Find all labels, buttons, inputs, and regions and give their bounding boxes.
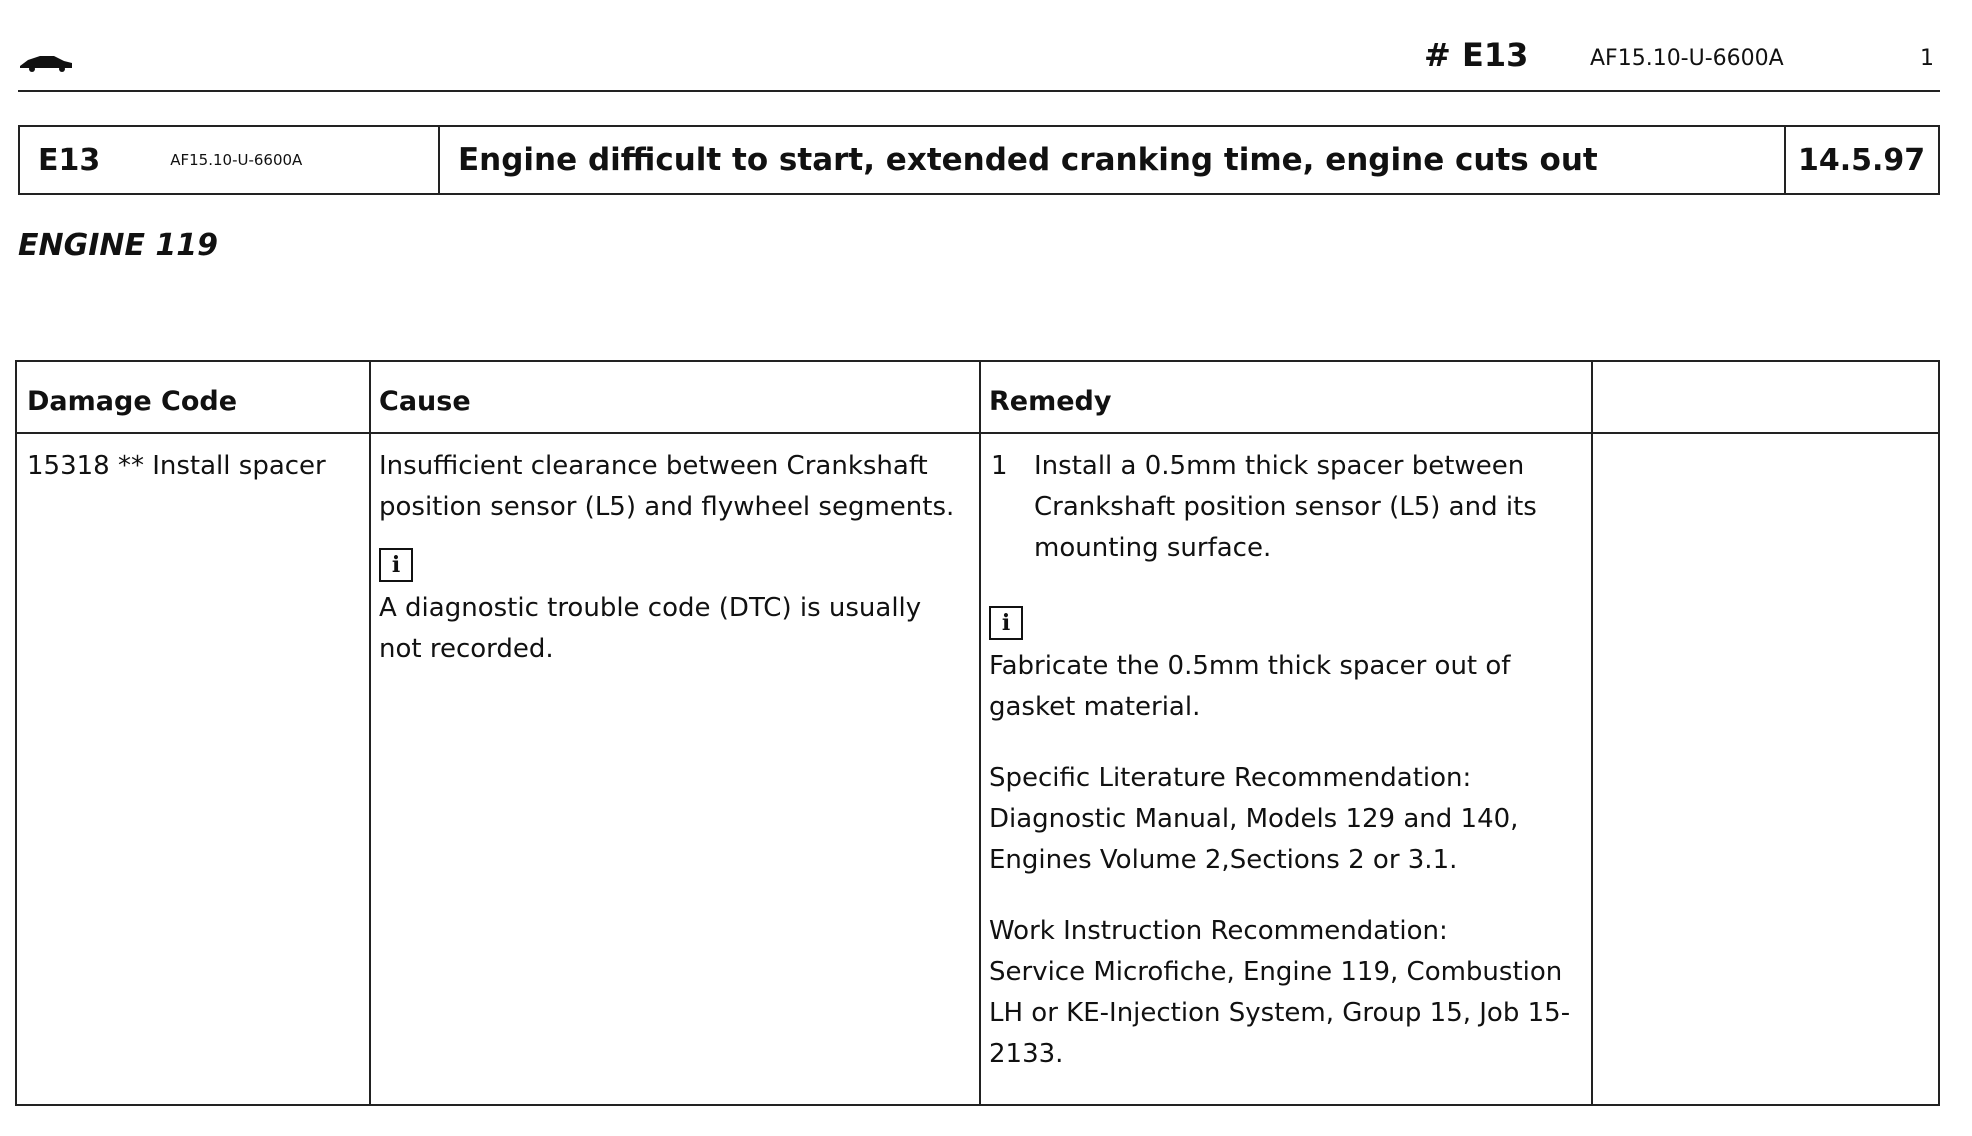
page-number: 1 bbox=[1920, 46, 1934, 71]
title-bar-reference: AF15.10-U-6600A bbox=[170, 151, 303, 169]
literature-text: Diagnostic Manual, Models 129 and 140, Engines Volume 2,Sections 2 or 3.1. bbox=[989, 804, 1519, 875]
title-bar-code-cell bbox=[20, 127, 440, 193]
remedy-step-text: Install a 0.5mm thick spacer between Crankshaft position sensor (L5) and its mounting surface. bbox=[1034, 451, 1537, 563]
header-reference: AF15.10-U-6600A bbox=[1590, 46, 1784, 71]
info-icon: i bbox=[989, 606, 1023, 640]
literature-title: Specific Literature Recommendation: bbox=[989, 763, 1472, 793]
car-logo-icon bbox=[18, 52, 74, 72]
damage-code: 15318 ** Install spacer bbox=[27, 451, 326, 481]
damage-code-cell bbox=[27, 446, 363, 487]
cause-text: Insufficient clearance between Crankshaft position sensor (L5) and flywheel segments. bbox=[379, 451, 955, 522]
document-date: 14.5.97 bbox=[1798, 142, 1926, 178]
engine-label: ENGINE 119 bbox=[18, 228, 219, 263]
document-title: Engine difficult to start, extended cranking time, engine cuts out bbox=[458, 142, 1598, 178]
header-divider bbox=[17, 432, 1938, 434]
column-divider bbox=[1591, 362, 1593, 1104]
remedy-step bbox=[1034, 446, 1574, 569]
remedy-step-number: 1 bbox=[991, 451, 1008, 481]
column-divider bbox=[369, 362, 371, 1104]
literature-block bbox=[989, 758, 1581, 881]
work-title: Work Instruction Recommendation: bbox=[989, 916, 1448, 946]
remedy-note: Fabricate the 0.5mm thick spacer out of gasket material. bbox=[989, 651, 1511, 722]
cause-cell bbox=[379, 446, 971, 670]
work-instruction-block bbox=[989, 911, 1581, 1075]
header-damage-code: Damage Code bbox=[27, 386, 238, 417]
repair-table bbox=[15, 360, 1940, 1106]
cause-note: A diagnostic trouble code (DTC) is usually not recorded. bbox=[379, 593, 922, 664]
header-rule bbox=[18, 90, 1940, 92]
header-cause: Cause bbox=[379, 386, 471, 417]
header-remedy: Remedy bbox=[989, 386, 1112, 417]
work-text: Service Microfiche, Engine 119, Combustion LH or KE-Injection System, Group 15, Job 15-2133. bbox=[989, 957, 1571, 1069]
info-icon: i bbox=[379, 548, 413, 582]
title-bar-title-cell bbox=[440, 127, 1786, 193]
column-divider bbox=[979, 362, 981, 1104]
header-code: # E13 bbox=[1424, 36, 1529, 74]
title-bar-code: E13 bbox=[38, 142, 101, 178]
remedy-details bbox=[989, 600, 1581, 1075]
title-bar bbox=[18, 125, 1940, 195]
title-bar-date-cell bbox=[1786, 127, 1938, 193]
